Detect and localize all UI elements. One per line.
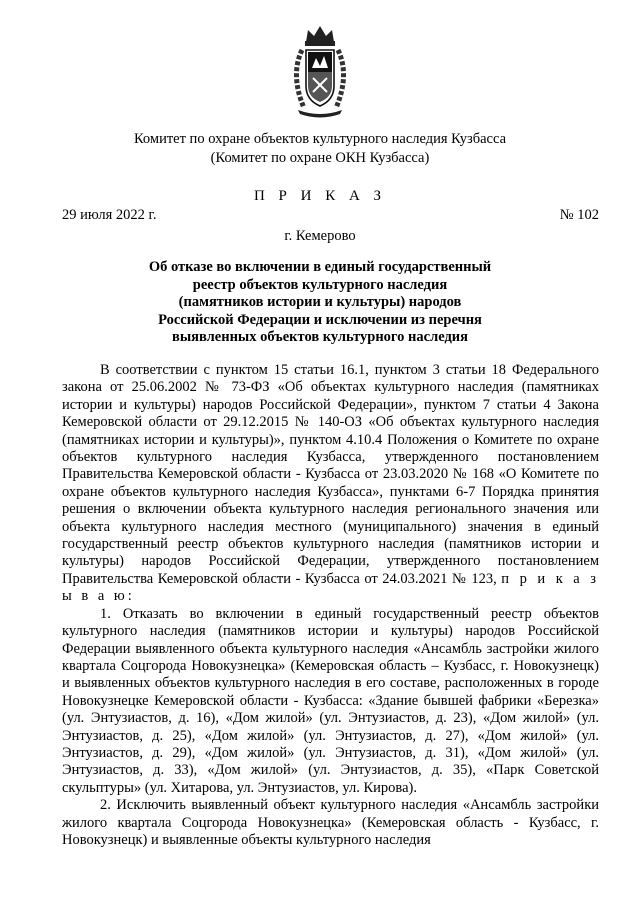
order-city: г. Кемерово (284, 228, 356, 244)
document-type-title: П Р И К А З (253, 188, 387, 204)
subject-line: (памятников истории и культуры) народов (178, 294, 462, 311)
subject-line: Российской Федерации и исключении из перечня (158, 311, 482, 328)
org-name: Комитет по охране объектов культурного наследия Кузбасса (133, 131, 507, 147)
order-body (62, 362, 599, 849)
item-1-paragraph: 1. Отказать во включении в единый государственный реестр объектов культурного наследия (памятников истории и культуры) народов Российской Федерации выявленного объекта культурного наследия «Ансамбль застройки жилого квартала Соцгорода Новокузнецка» (Кемеровская область – Кузбасс, г. Новокузнецк) и выявленных объектов культурного наследия в его составе, расположенных в городе Новокузнецке Кемеровской области - Кузбасса: «Здание бывшей фабрики «Березка» (ул. Энтузиастов, д. 16), «Дом жилой» (ул. Энтузиастов, д. 23), «Дом жилой» (ул. Энтузиастов, д. 25), «Дом жилой» (ул. Энтузиастов, д. 27), «Дом жилой» (ул. Энтузиастов, д. 29), «Дом жилой» (ул. Энтузиастов, д. 31), «Дом жилой» (ул. Энтузиастов, д. 33), «Дом жилой» (ул. Энтузиастов, д. 35), «Парк Советской скульптуры» (ул. Хитарова, ул. Энтузиастов, ул. Кирова). (62, 605, 599, 796)
subject-line: реестр объектов культурного наследия (192, 276, 448, 293)
subject-line: выявленных объектов культурного наследия (172, 329, 468, 346)
item-2-paragraph: 2. Исключить выявленный объект культурного наследия «Ансамбль застройки жилого квартала Соцгорода Новокузнецка» (Кемеровская область - Кузбасс, г. Новокузнецк) и выявленные объекты культурного наследия (62, 797, 599, 848)
org-short-name: (Комитет по охране ОКН Кузбасса) (210, 150, 430, 166)
order-date: 29 июля 2022 г. (62, 207, 157, 223)
kuzbass-coat-of-arms-icon (286, 20, 354, 120)
preamble-text: В соответствии с пунктом 15 статьи 16.1, пунктом 3 статьи 18 Федерального закона от 25.06.2002 № 73-ФЗ «Об объектах культурного наследия (памятниках истории и культуры) народов Российской Федерации», пунктом 7 статьи 4 Закона Кемеровской области от 29.12.2015 № 140-ОЗ «Об объектах культурного наследия (памятниках истории и культуры)», пунктом 4.10.4 Положения о Комитете по охране объектов культурного наследия Кузбасса, утвержденного постановлением Правительства Кемеровской области - Кузбасса от 23.03.2020 № 168 «О Комитете по охране объектов культурного наследия Кузбасса», пунктами 6-7 Порядка принятия решения о включении объекта культурного наследия регионального значения или объекта культурного наследия местного (муниципального) значения в единый государственный реестр объектов культурного наследия (памятников истории и культуры) народов Российской Федерации, утвержденного постановлением Правительства Кемеровской области - Кузбасса от 24.03.2021 № 123, (62, 362, 599, 587)
order-keyword: п р и к а з ы в а ю: (62, 570, 599, 605)
preamble-paragraph (62, 362, 599, 606)
order-subject (100, 259, 540, 347)
subject-line: Об отказе во включении в единый государственный (148, 259, 492, 275)
order-number: № 102 (559, 207, 599, 223)
